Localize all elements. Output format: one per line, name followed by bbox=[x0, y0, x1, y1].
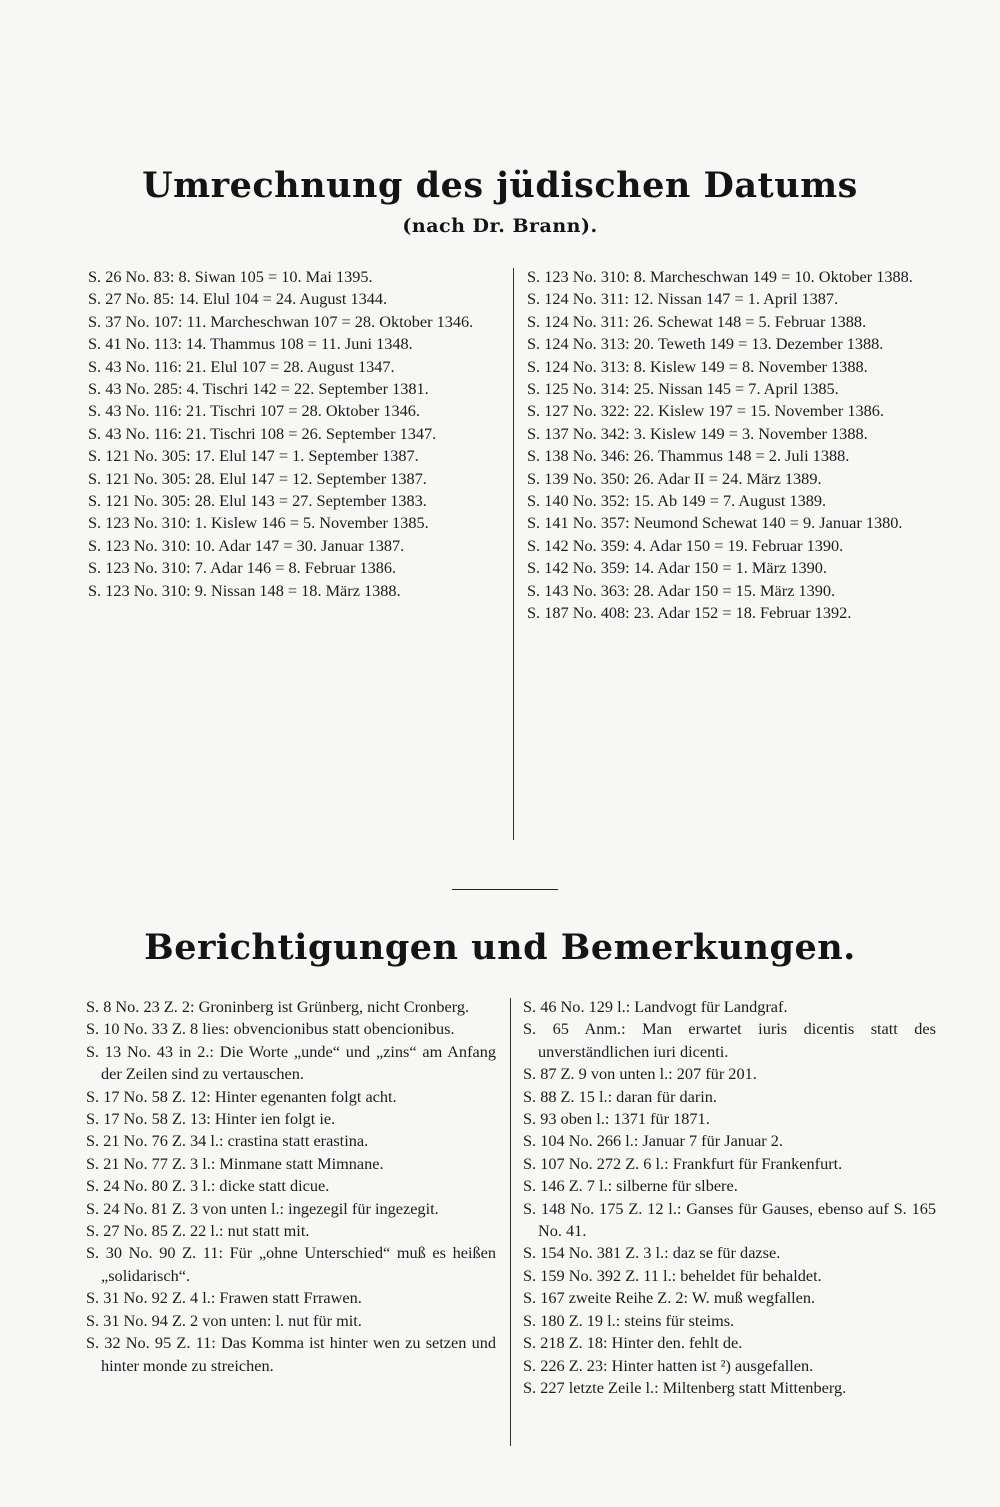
entry-line: S. 124 No. 313: 8. Kislew 149 = 8. November 1388. bbox=[527, 356, 868, 376]
entry-line: S. 167 zweite Reihe Z. 2: W. muß wegfallen. bbox=[523, 1288, 816, 1308]
entry-line: S. 121 No. 305: 28. Elul 147 = 12. September 1387. bbox=[88, 468, 427, 488]
entry-line: S. 24 No. 80 Z. 3 l.: dicke statt dicue. bbox=[86, 1176, 330, 1196]
entry-line: S. 121 No. 305: 28. Elul 143 = 27. September 1383. bbox=[88, 491, 427, 511]
entry-line: S. 26 No. 83: 8. Siwan 105 = 10. Mai 1395. bbox=[88, 267, 373, 286]
entry-line: S. 107 No. 272 Z. 6 l.: Frankfurt für Frankenfurt. bbox=[523, 1153, 843, 1173]
entry-line: S. 17 No. 58 Z. 13: Hinter ien folgt ie. bbox=[86, 1109, 336, 1129]
entry-line: S. 141 No. 357: Neumond Schewat 140 = 9. Januar 1380. bbox=[527, 513, 903, 533]
entry-line: S. 154 No. 381 Z. 3 l.: daz se für dazse. bbox=[523, 1243, 781, 1263]
entry-line: S. 32 No. 95 Z. 11: Das Komma ist hinter wen zu setzen und hinter monde zu streichen. bbox=[86, 1333, 496, 1375]
entry-line: S. 43 No. 285: 4. Tischri 142 = 22. September 1381. bbox=[88, 379, 429, 399]
entry-line: S. 43 No. 116: 21. Tischri 107 = 28. Oktober 1346. bbox=[88, 401, 420, 421]
column-divider bbox=[510, 998, 511, 1446]
entry-line: S. 187 No. 408: 23. Adar 152 = 18. Februar 1392. bbox=[527, 603, 852, 623]
corrections-right-column bbox=[523, 996, 936, 1399]
entry-line: S. 124 No. 311: 12. Nissan 147 = 1. April 1387. bbox=[527, 289, 839, 309]
entry-line: S. 8 No. 23 Z. 2: Groninberg ist Grünberg, nicht Cronberg. bbox=[86, 997, 470, 1016]
entry-line: S. 159 No. 392 Z. 11 l.: beheldet für behaldet. bbox=[523, 1265, 822, 1285]
section-title-corrections: Berichtigungen und Bemerkungen. bbox=[144, 927, 856, 968]
entry-line: S. 127 No. 322: 22. Kislew 197 = 15. November 1386. bbox=[527, 401, 884, 421]
entry-line: S. 146 Z. 7 l.: silberne für slbere. bbox=[523, 1176, 738, 1196]
section-subtitle-source: (nach Dr. Brann). bbox=[402, 215, 598, 237]
entry-line: S. 10 No. 33 Z. 8 lies: obvencionibus statt obencionibus. bbox=[86, 1019, 455, 1039]
entry-line: S. 30 No. 90 Z. 11: Für „ohne Unterschied“ muß es heißen „solidarisch“. bbox=[86, 1243, 496, 1285]
entry-line: S. 31 No. 92 Z. 4 l.: Frawen statt Frrawen. bbox=[86, 1288, 362, 1308]
entry-line: S. 37 No. 107: 11. Marcheschwan 107 = 28. Oktober 1346. bbox=[88, 311, 474, 331]
entry-line: S. 148 No. 175 Z. 12 l.: Ganses für Gauses, ebenso auf S. 165 No. 41. bbox=[523, 1198, 936, 1241]
entry-line: S. 142 No. 359: 14. Adar 150 = 1. März 1390. bbox=[527, 558, 827, 578]
entry-line: S. 218 Z. 18: Hinter den. fehlt de. bbox=[523, 1333, 743, 1353]
section-title-date-conversion: Umrechnung des jüdischen Datums bbox=[142, 165, 858, 206]
column-divider bbox=[513, 268, 514, 840]
entry-line: S. 226 Z. 23: Hinter hatten ist ²) ausgefallen. bbox=[523, 1355, 814, 1375]
entry-line: S. 21 No. 77 Z. 3 l.: Minmane statt Mimnane. bbox=[86, 1153, 384, 1173]
entry-line: S. 121 No. 305: 17. Elul 147 = 1. September 1387. bbox=[88, 446, 419, 466]
entry-line: S. 27 No. 85: 14. Elul 104 = 24. August 1344. bbox=[88, 289, 388, 309]
entry-line: S. 27 No. 85 Z. 22 l.: nut statt mit. bbox=[86, 1221, 310, 1241]
entry-line: S. 138 No. 346: 26. Thammus 148 = 2. Juli 1388. bbox=[527, 446, 850, 466]
entry-line: S. 43 No. 116: 21. Elul 107 = 28. August 1347. bbox=[88, 356, 395, 376]
entry-line: S. 46 No. 129 l.: Landvogt für Landgraf. bbox=[523, 997, 788, 1016]
entry-line: S. 43 No. 116: 21. Tischri 108 = 26. September 1347. bbox=[88, 423, 437, 443]
section-separator-rule bbox=[452, 889, 558, 890]
entry-line: S. 142 No. 359: 4. Adar 150 = 19. Februar 1390. bbox=[527, 535, 844, 555]
date-conversion-left-column bbox=[88, 266, 500, 602]
entry-line: S. 123 No. 310: 8. Marcheschwan 149 = 10. Oktober 1388. bbox=[527, 267, 913, 286]
entry-line: S. 143 No. 363: 28. Adar 150 = 15. März 1390. bbox=[527, 580, 836, 600]
entry-line: S. 125 No. 314: 25. Nissan 145 = 7. April 1385. bbox=[527, 379, 839, 399]
entry-line: S. 123 No. 310: 7. Adar 146 = 8. Februar 1386. bbox=[88, 558, 397, 578]
entry-line: S. 139 No. 350: 26. Adar II = 24. März 1389. bbox=[527, 468, 822, 488]
entry-line: S. 31 No. 94 Z. 2 von unten: l. nut für mit. bbox=[86, 1310, 362, 1330]
entry-line: S. 41 No. 113: 14. Thammus 108 = 11. Juni 1348. bbox=[88, 334, 413, 354]
entry-line: S. 88 Z. 15 l.: daran für darin. bbox=[523, 1086, 717, 1106]
entry-line: S. 180 Z. 19 l.: steins für steims. bbox=[523, 1310, 735, 1330]
entry-line: S. 21 No. 76 Z. 34 l.: crastina statt erastina. bbox=[86, 1131, 369, 1151]
entry-line: S. 65 Anm.: Man erwartet iuris dicentis statt des unverständlichen iuri dicenti. bbox=[523, 1019, 936, 1061]
entry-line: S. 104 No. 266 l.: Januar 7 für Januar 2. bbox=[523, 1131, 784, 1151]
entry-line: S. 140 No. 352: 15. Ab 149 = 7. August 1389. bbox=[527, 491, 827, 511]
corrections-left-column bbox=[86, 996, 496, 1377]
entry-line: S. 87 Z. 9 von unten l.: 207 für 201. bbox=[523, 1064, 757, 1084]
date-conversion-right-column bbox=[527, 266, 939, 625]
entry-line: S. 124 No. 313: 20. Teweth 149 = 13. Dezember 1388. bbox=[527, 334, 884, 354]
entry-line: S. 123 No. 310: 10. Adar 147 = 30. Januar 1387. bbox=[88, 535, 405, 555]
entry-line: S. 123 No. 310: 1. Kislew 146 = 5. November 1385. bbox=[88, 513, 429, 533]
entry-line: S. 123 No. 310: 9. Nissan 148 = 18. März 1388. bbox=[88, 580, 401, 600]
entry-line: S. 227 letzte Zeile l.: Miltenberg statt Mittenberg. bbox=[523, 1377, 847, 1397]
entry-line: S. 93 oben l.: 1371 für 1871. bbox=[523, 1109, 710, 1129]
entry-line: S. 13 No. 43 in 2.: Die Worte „unde“ und „zins“ am Anfang der Zeilen sind zu vertauschen. bbox=[86, 1041, 496, 1084]
entry-line: S. 124 No. 311: 26. Schewat 148 = 5. Februar 1388. bbox=[527, 311, 867, 331]
entry-line: S. 137 No. 342: 3. Kislew 149 = 3. November 1388. bbox=[527, 423, 868, 443]
entry-line: S. 24 No. 81 Z. 3 von unten l.: ingezegil für ingezegit. bbox=[86, 1198, 439, 1218]
entry-line: S. 17 No. 58 Z. 12: Hinter egenanten folgt acht. bbox=[86, 1086, 397, 1106]
